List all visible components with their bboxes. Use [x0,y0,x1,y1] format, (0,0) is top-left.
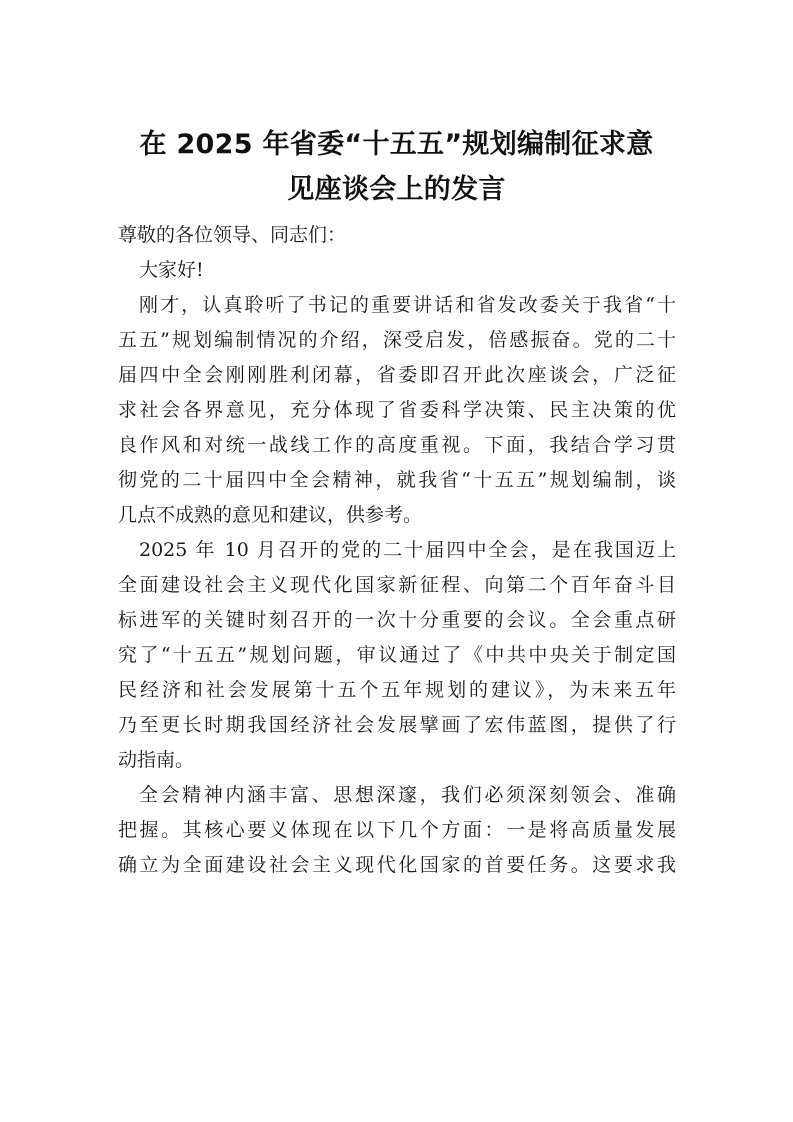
paragraph-line: 民经济和社会发展第十五个五年规划的建议》，为未来五年 [118,679,676,701]
title-line: 在 2025 年省委“十五五”规划编制征求意 [139,129,654,160]
paragraph-line: 刚才，认真聆听了书记的重要讲话和省发改委关于我省“十 [139,294,676,316]
paragraph-3 [118,778,676,883]
paragraph-line: 求社会各界意见，充分体现了省委科学决策、民主决策的优 [118,399,676,421]
paragraph-line: 届四中全会刚刚胜利闭幕，省委即召开此次座谈会，广泛征 [118,364,676,386]
salutation-text: 尊敬的各位领导、同志们： [118,224,347,246]
document-title [100,122,693,212]
paragraph-line: 确立为全面建设社会主义现代化国家的首要任务。这要求我 [118,854,676,876]
paragraph-line: 乃至更长时期我国经济社会发展擘画了宏伟蓝图，提供了行 [118,714,676,736]
paragraph-2 [118,533,676,778]
paragraph-line: 良作风和对统一战线工作的高度重视。下面，我结合学习贯 [118,434,676,456]
document-body [118,218,676,883]
paragraph-line: 彻党的二十届四中全会精神，就我省“十五五”规划编制，谈 [118,469,676,491]
paragraph-line: 五五”规划编制情况的介绍，深受启发，倍感振奋。党的二十 [118,329,676,351]
paragraph-line: 动指南。 [118,749,195,771]
paragraph-line: 全面建设社会主义现代化国家新征程、向第二个百年奋斗目 [118,574,676,596]
paragraph-line: 把握。其核心要义体现在以下几个方面：一是将高质量发展 [118,819,676,841]
paragraph-line: 2025 年 10 月召开的党的二十届四中全会，是在我国迈上 [139,539,676,561]
paragraph-line: 全会精神内涵丰富、思想深邃，我们必须深刻领会、准确 [139,784,676,806]
paragraph-line: 究了“十五五”规划问题，审议通过了《中共中央关于制定国 [118,644,676,666]
paragraph-1 [118,288,676,533]
greeting [118,253,676,288]
title-line: 见座谈会上的发言 [287,174,506,205]
greeting-text: 大家好! [139,259,204,281]
salutation [118,218,676,253]
paragraph-line: 几点不成熟的意见和建议，供参考。 [118,504,423,526]
paragraph-line: 标进军的关键时刻召开的一次十分重要的会议。全会重点研 [118,609,676,631]
